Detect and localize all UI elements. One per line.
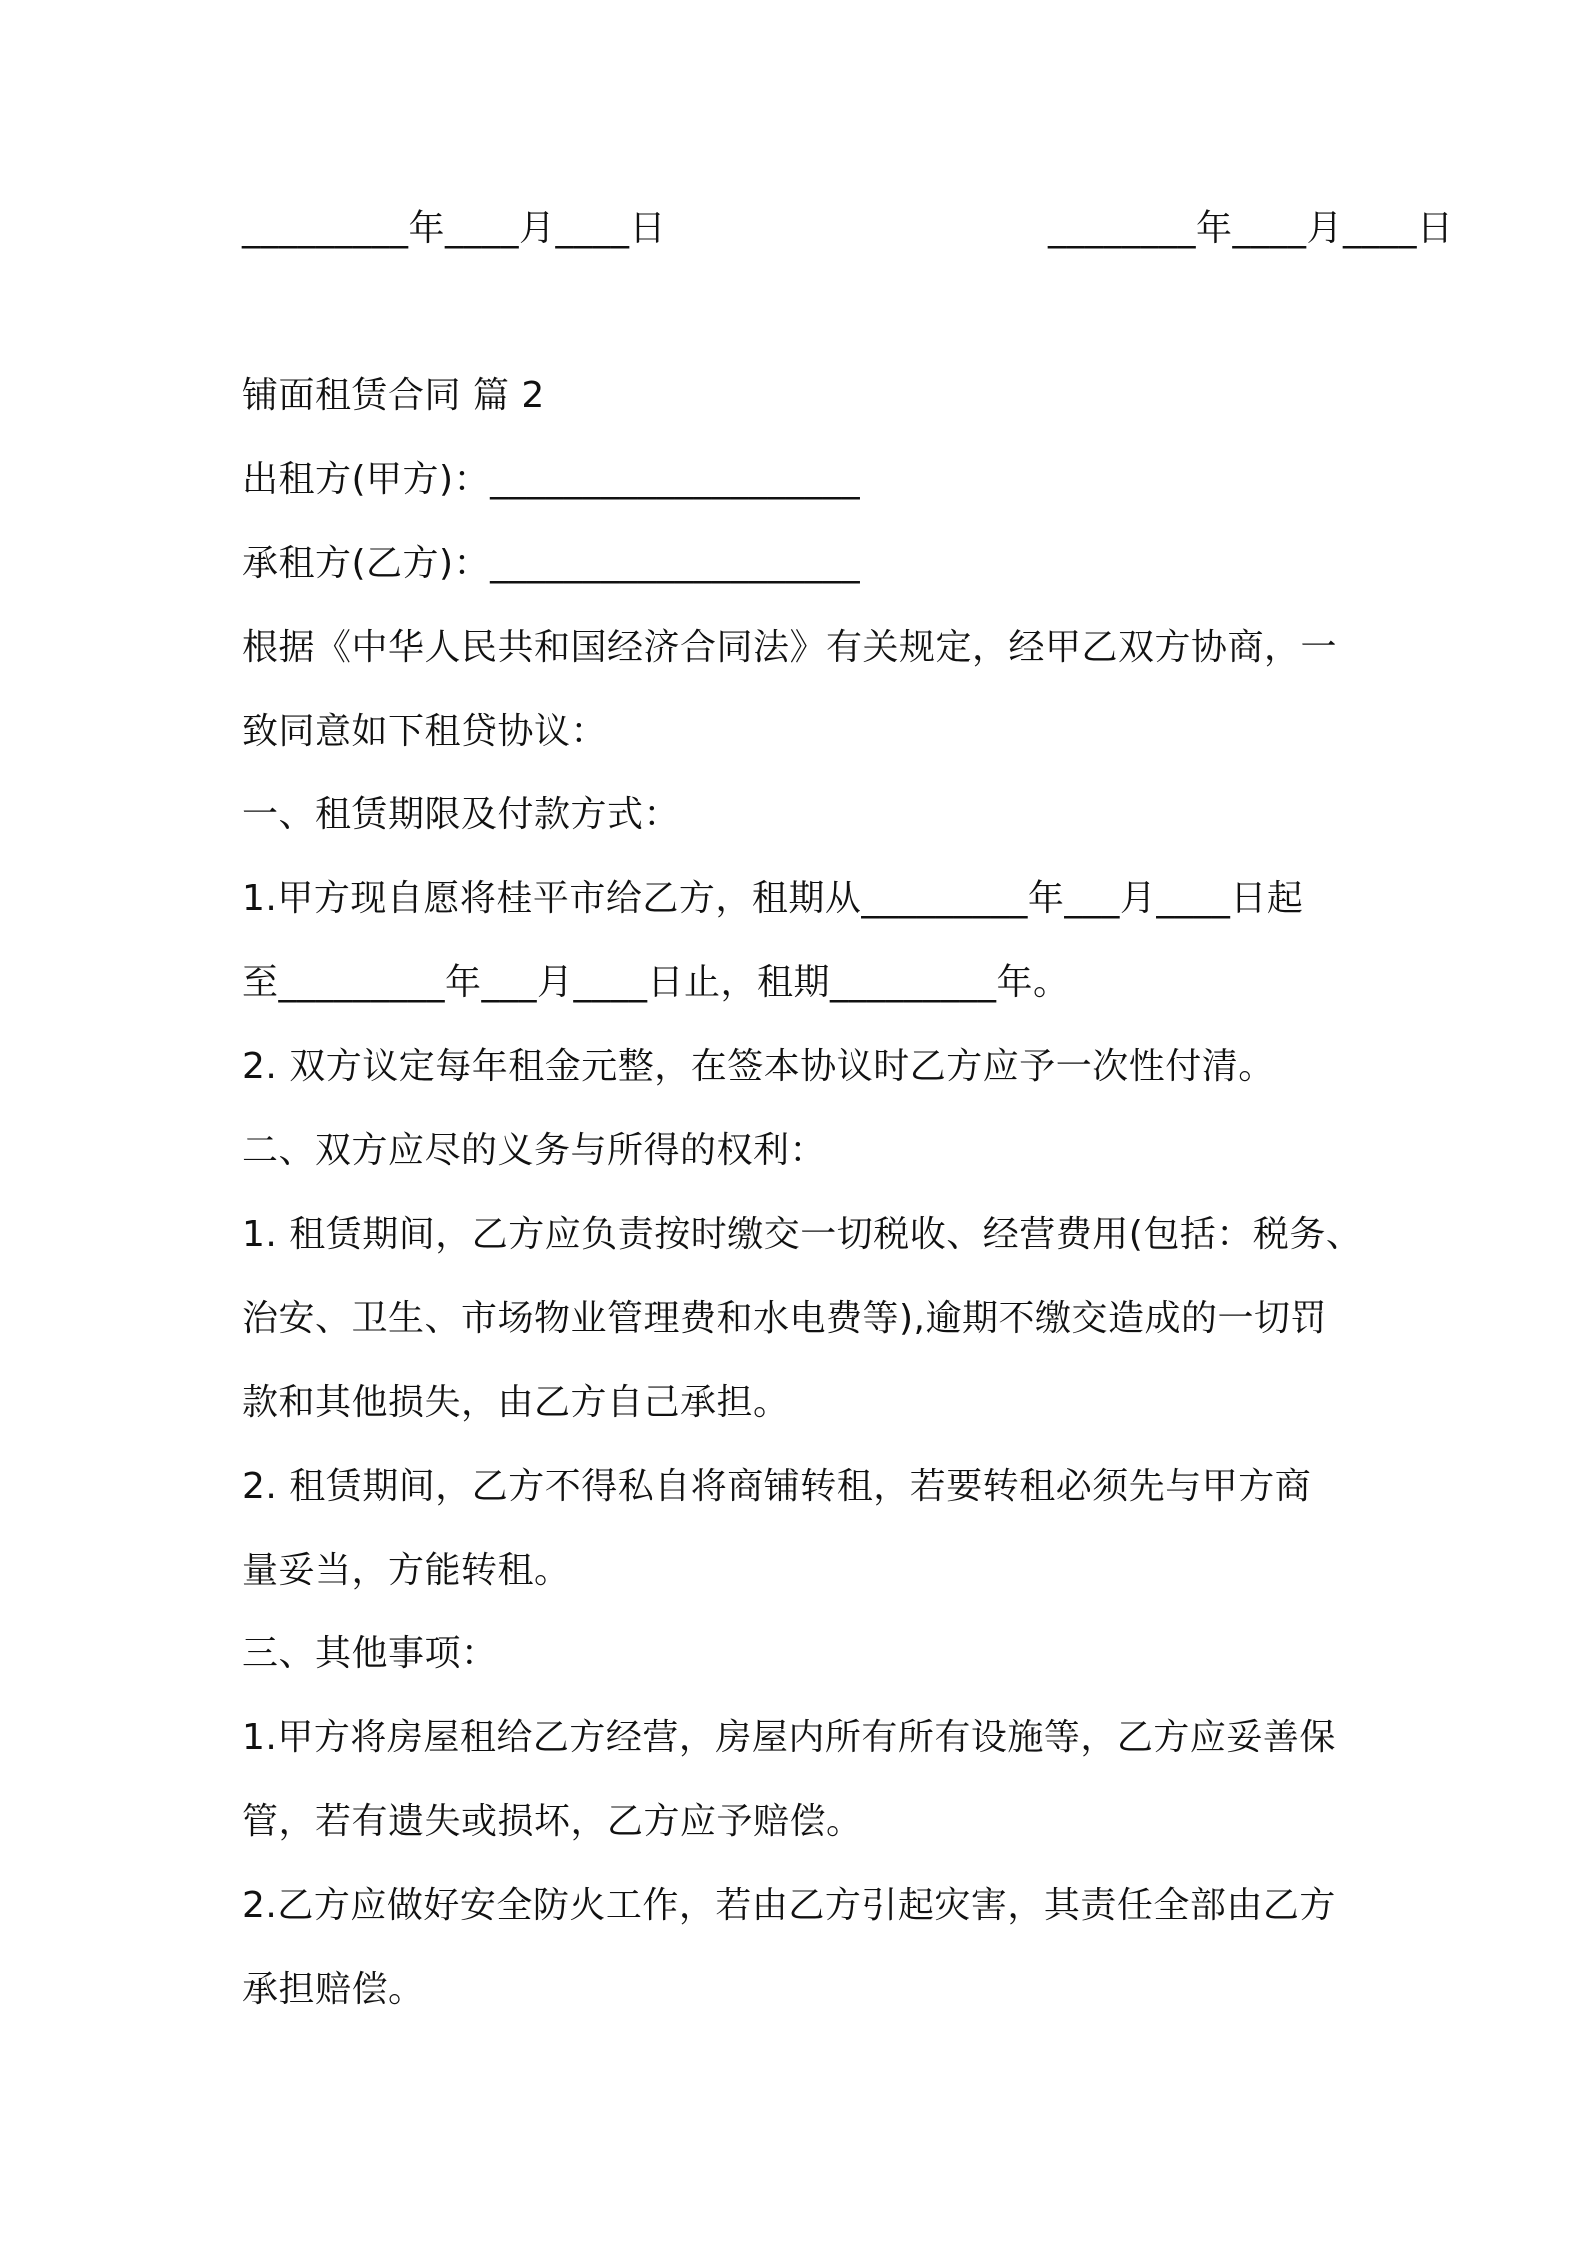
clause-line: 2. 租赁期间，乙方不得私自将商铺转租，若要转租必须先与甲方商 — [242, 1466, 1312, 1507]
date-line-left: _________年____月____日 — [242, 208, 666, 249]
clause-line: 1.甲方将房屋租给乙方经营，房屋内所有所有设施等，乙方应妥善保 — [242, 1717, 1336, 1758]
clause-line: 1. 租赁期间，乙方应负责按时缴交一切税收、经营费用(包括：税务、 — [242, 1214, 1363, 1255]
intro-paragraph-line: 根据《中华人民共和国经济合同法》有关规定，经甲乙双方协商，一 — [242, 627, 1338, 668]
contract-heading: 铺面租赁合同 篇 2 — [242, 375, 545, 416]
clause-line: 量妥当，方能转租。 — [242, 1550, 571, 1591]
section-title: 一、租赁期限及付款方式： — [242, 794, 681, 835]
lessee-line: 承租方(乙方)：____________________ — [242, 543, 861, 584]
clause-line: 治安、卫生、市场物业管理费和水电费等),逾期不缴交造成的一切罚 — [242, 1298, 1327, 1339]
clause-line: 至_________年___月____日止，租期_________年。 — [242, 962, 1070, 1003]
clause-line: 管，若有遗失或损坏，乙方应予赔偿。 — [242, 1801, 863, 1842]
date-line-right: ________年____月____日 — [1048, 208, 1454, 249]
section-title: 二、双方应尽的义务与所得的权利： — [242, 1130, 827, 1171]
clause-line: 1.甲方现自愿将桂平市给乙方，租期从_________年___月____日起 — [242, 878, 1304, 919]
signature-date-row — [242, 205, 1454, 253]
intro-paragraph-line: 致同意如下租贷协议： — [242, 711, 608, 752]
clause-line: 承担赔偿。 — [242, 1969, 425, 2010]
clause-line: 2.乙方应做好安全防火工作，若由乙方引起灾害，其责任全部由乙方 — [242, 1885, 1336, 1926]
section-title: 三、其他事项： — [242, 1633, 498, 1674]
clause-line: 款和其他损失，由乙方自己承担。 — [242, 1382, 790, 1423]
lessor-line: 出租方(甲方)：____________________ — [242, 459, 861, 500]
clause-line: 2. 双方议定每年租金元整，在签本协议时乙方应予一次性付清。 — [242, 1046, 1275, 1087]
